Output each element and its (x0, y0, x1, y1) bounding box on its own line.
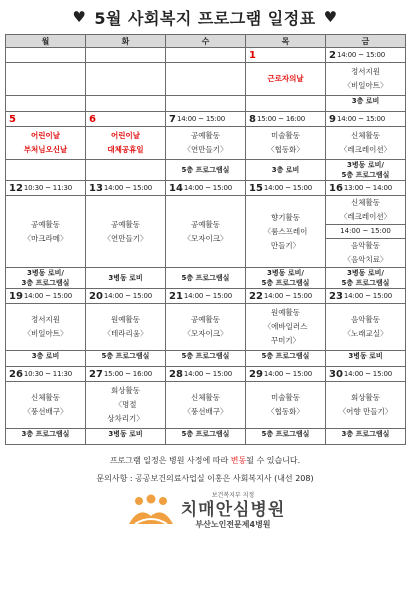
date-number: 14 (169, 182, 183, 194)
empty-cell (166, 48, 246, 63)
program-time: 14:00 ~ 15:00 (103, 292, 152, 300)
date-cell (6, 289, 86, 304)
holiday-cell (246, 63, 326, 96)
holiday-name: 근로자의날 (267, 74, 304, 83)
program-place: 5층 프로그램실 (261, 430, 310, 438)
activity-name: 정서지원 (351, 67, 380, 76)
program-place: 5층 프로그램실 (261, 279, 310, 287)
heart-icon: ♥ (323, 8, 338, 26)
notice-text: 될 수 있습니다. (246, 456, 301, 465)
hospital-logo (0, 492, 410, 530)
activity-cell (246, 196, 326, 268)
program-time: 14:00 ~ 15:00 (343, 370, 392, 378)
holiday-cell (86, 127, 166, 160)
program-time: 14:00 ~ 15:00 (263, 370, 312, 378)
date-number: 27 (89, 368, 103, 380)
logo-hospital-name: 치매안심병원 (180, 500, 286, 520)
activity-detail: 〈연만들기〉 (103, 233, 148, 243)
date-number: 15 (249, 182, 263, 194)
empty-cell (166, 63, 246, 96)
place-cell (166, 160, 246, 181)
program-time: 14:00 ~ 15:00 (183, 370, 232, 378)
weekday-wed: 수 (166, 35, 246, 48)
weekday-tue: 화 (86, 35, 166, 48)
date-cell (86, 367, 166, 382)
program-time: 15:00 ~ 16:00 (256, 115, 306, 123)
activity-detail: 〈비일아트〉 (343, 81, 388, 90)
activity-detail: 〈협동화〉 (267, 407, 304, 416)
place-cell (86, 429, 166, 445)
program-place: 3층 프로그램실 (21, 430, 70, 438)
week5-activity-row (6, 382, 406, 429)
contact-info: 문의사항 : 공공보건의료사업실 이홍은 사회복지사 (내선 208) (96, 474, 314, 483)
activity-cell (6, 304, 86, 351)
program-time: 14:00 ~ 15:00 (326, 224, 405, 238)
weekday-mon: 월 (6, 35, 86, 48)
empty-cell (86, 48, 166, 63)
activity-detail: 〈노래교실〉 (343, 329, 388, 338)
activity-cell (166, 196, 246, 268)
family-logo-icon (125, 494, 177, 528)
empty-cell (86, 96, 166, 112)
date-cell (6, 112, 86, 127)
date-number: 23 (329, 290, 343, 302)
date-number: 13 (89, 182, 103, 194)
date-number: 26 (9, 368, 23, 380)
week4-activity-row (6, 304, 406, 351)
program-place: 3층 로비 (351, 97, 380, 105)
program-place: 3병동 로비/ (267, 269, 304, 277)
place-cell (326, 351, 406, 367)
place-cell (326, 160, 406, 181)
week3-place-row (6, 268, 406, 289)
program-place: 5층 프로그램실 (261, 352, 310, 360)
activity-detail: 〈모자이크〉 (183, 329, 228, 338)
date-cell (246, 112, 326, 127)
weekday-fri: 금 (326, 35, 406, 48)
activity-detail: 〈레크레이션〉 (339, 145, 392, 154)
weekday-thu: 목 (246, 35, 326, 48)
date-cell (166, 289, 246, 304)
program-place: 3병동 로비/ (347, 269, 384, 277)
program-place: 3병동 로비 (108, 274, 143, 282)
activity-cell (166, 304, 246, 351)
empty-cell (6, 48, 86, 63)
program-place: 5층 프로그램실 (181, 430, 230, 438)
program-place: 3병동 로비 (108, 430, 143, 438)
place-cell (326, 268, 406, 289)
place-cell (6, 268, 86, 289)
program-place: 5층 프로그램실 (181, 166, 230, 174)
activity-detail: 〈어향 만들기〉 (338, 407, 393, 416)
activity-detail: 〈협동화〉 (267, 145, 304, 154)
activity-cell (326, 63, 406, 96)
activity-name: 미술활동 (271, 131, 300, 140)
place-cell (86, 268, 166, 289)
date-cell (6, 181, 86, 196)
program-place: 3층 프로그램실 (21, 279, 70, 287)
activity-detail: 〈에바일러스 (263, 322, 308, 331)
activity-detail: 꾸미기〉 (270, 336, 301, 345)
activity-detail: 상차리기〉 (107, 414, 144, 423)
week5-place-row (6, 429, 406, 445)
activity-name: 공예활동 (191, 315, 220, 324)
program-place: 3병동 로비 (348, 352, 383, 360)
activity-name: 신체활동 (351, 131, 380, 140)
week3-activity-row (6, 196, 406, 268)
activity-detail: 〈음악치료〉 (343, 255, 388, 264)
date-cell (246, 289, 326, 304)
program-place: 5층 프로그램실 (181, 274, 230, 282)
activity-detail: 〈레크레이션〉 (339, 212, 392, 221)
activity-cell (166, 127, 246, 160)
activity-cell (246, 304, 326, 351)
place-cell (6, 351, 86, 367)
date-number: 30 (329, 368, 343, 380)
empty-cell (86, 160, 166, 181)
program-place: 5층 프로그램실 (101, 352, 150, 360)
activity-detail: 〈마크라메〉 (23, 233, 68, 243)
activity-name: 음악활동 (351, 315, 380, 324)
week2-place-row (6, 160, 406, 181)
schedule-table (5, 34, 406, 445)
place-cell (166, 351, 246, 367)
program-place: 3층 로비 (31, 352, 60, 360)
activity-name: 신체활동 (191, 393, 220, 402)
place-cell (86, 351, 166, 367)
date-cell (166, 112, 246, 127)
date-number: 2 (329, 49, 336, 61)
program-time: 14:00 ~ 15:00 (343, 292, 392, 300)
program-time: 15:00 ~ 16:00 (103, 370, 152, 378)
date-number: 5 (9, 113, 16, 125)
program-time: 14:00 ~ 15:00 (103, 184, 152, 192)
activity-cell (166, 382, 246, 429)
program-time: 14:00 ~ 15:00 (23, 292, 72, 300)
date-cell (326, 181, 406, 196)
empty-cell (6, 96, 86, 112)
activity-name: 원예활동 (111, 315, 140, 324)
activity-cell (246, 127, 326, 160)
notice-highlight: 변동 (230, 456, 247, 465)
activity-name: 공예활동 (191, 219, 220, 229)
date-number: 1 (249, 49, 256, 61)
place-cell (246, 351, 326, 367)
activity-detail: 〈풍선배구〉 (23, 407, 68, 416)
date-number: 22 (249, 290, 263, 302)
activity-name: 정서지원 (31, 315, 60, 324)
activity-name: 음악활동 (351, 241, 380, 250)
date-number: 21 (169, 290, 183, 302)
activity-name: 신체활동 (31, 393, 60, 402)
date-cell (326, 367, 406, 382)
holiday-cell (6, 127, 86, 160)
date-cell (86, 112, 166, 127)
place-cell (246, 429, 326, 445)
holiday-name: 어린이날 (111, 131, 140, 140)
date-cell (246, 367, 326, 382)
activity-detail: 〈풍선배구〉 (183, 407, 228, 416)
date-number: 6 (89, 113, 96, 125)
activity-name: 회상활동 (351, 393, 380, 402)
program-place: 5층 프로그램실 (341, 171, 390, 179)
heart-icon: ♥ (72, 8, 87, 26)
week4-date-row (6, 289, 406, 304)
empty-cell (166, 96, 246, 112)
holiday-name: 어린이날 (31, 131, 60, 140)
week1-activity-row (6, 63, 406, 96)
activity-cell (86, 304, 166, 351)
week2-activity-row (6, 127, 406, 160)
activity-name: 원예활동 (271, 308, 300, 317)
activity-cell (86, 196, 166, 268)
activity-name: 미술활동 (271, 393, 300, 402)
place-cell (326, 96, 406, 112)
activity-cell (6, 382, 86, 429)
empty-cell (86, 63, 166, 96)
program-time: 10:30 ~ 11:30 (23, 370, 72, 378)
date-number: 9 (329, 113, 336, 125)
program-place: 3층 프로그램실 (341, 430, 390, 438)
week5-date-row (6, 367, 406, 382)
place-cell (246, 160, 326, 181)
program-time: 14:00 ~ 15:00 (336, 51, 386, 59)
activity-detail: 〈비일아트〉 (23, 329, 68, 338)
program-place: 5층 프로그램실 (341, 279, 390, 287)
date-cell (86, 181, 166, 196)
week2-date-row (6, 112, 406, 127)
holiday-name: 대체공휴일 (107, 145, 144, 154)
activity-detail: 〈룸스프레이 (263, 226, 308, 236)
date-number: 29 (249, 368, 263, 380)
program-place: 5층 프로그램실 (181, 352, 230, 360)
date-cell (166, 367, 246, 382)
activity-detail: 〈명절 (114, 400, 137, 409)
program-place: 3층 로비 (271, 166, 300, 174)
week1-place-row (6, 96, 406, 112)
logo-designation: 보건복지부 지정 (211, 492, 255, 499)
program-time: 14:00 ~ 15:00 (183, 184, 232, 192)
date-number: 16 (329, 182, 343, 194)
activity-cell (326, 196, 406, 268)
activity-name: 회상활동 (111, 386, 140, 395)
activity-cell (6, 196, 86, 268)
week4-place-row (6, 351, 406, 367)
activity-cell (246, 382, 326, 429)
date-cell (326, 289, 406, 304)
schedule-notice (0, 453, 410, 468)
date-cell (326, 112, 406, 127)
activity-name: 공예활동 (191, 131, 220, 140)
activity-cell (326, 304, 406, 351)
date-cell (166, 181, 246, 196)
holiday-name: 부처님오신날 (23, 145, 68, 154)
program-place: 3병동 로비/ (27, 269, 64, 277)
program-time: 14:00 ~ 15:00 (263, 292, 312, 300)
week3-date-row (6, 181, 406, 196)
date-number: 12 (9, 182, 23, 194)
week1-date-row (6, 48, 406, 63)
logo-hospital-sub: 부산노인전문제4병원 (195, 520, 271, 529)
activity-detail: 〈테라리움〉 (103, 329, 148, 338)
page-title (0, 0, 410, 34)
date-number: 28 (169, 368, 183, 380)
place-cell (6, 429, 86, 445)
date-cell (246, 48, 326, 63)
empty-cell (6, 160, 86, 181)
date-cell (86, 289, 166, 304)
place-cell (326, 429, 406, 445)
activity-name: 신체활동 (351, 198, 380, 207)
date-cell (326, 48, 406, 63)
program-time: 10:30 ~ 11:30 (23, 184, 72, 192)
activity-detail: 〈모자이크〉 (183, 233, 228, 243)
program-place: 3병동 로비/ (347, 161, 384, 169)
date-number: 19 (9, 290, 23, 302)
activity-cell (86, 382, 166, 429)
program-time: 14:00 ~ 15:00 (176, 115, 226, 123)
program-time: 13:00 ~ 14:00 (343, 184, 392, 192)
program-time: 14:00 ~ 15:00 (336, 115, 386, 123)
activity-detail: 〈연만들기〉 (183, 145, 228, 154)
place-cell (166, 268, 246, 289)
activity-detail: 만들기〉 (270, 240, 301, 250)
date-number: 8 (249, 113, 256, 125)
empty-cell (246, 96, 326, 112)
program-time: 14:00 ~ 15:00 (263, 184, 312, 192)
weekday-header (6, 35, 406, 48)
date-cell (246, 181, 326, 196)
notice-text: 프로그램 일정은 병원 사정에 따라 (109, 456, 231, 465)
activity-name: 공예활동 (31, 219, 60, 229)
date-number: 7 (169, 113, 176, 125)
place-cell (166, 429, 246, 445)
program-time: 14:00 ~ 15:00 (183, 292, 232, 300)
date-cell (6, 367, 86, 382)
place-cell (246, 268, 326, 289)
date-number: 20 (89, 290, 103, 302)
activity-cell (326, 127, 406, 160)
activity-cell (326, 382, 406, 429)
activity-name: 향기활동 (271, 212, 300, 222)
activity-name: 공예활동 (111, 219, 140, 229)
empty-cell (6, 63, 86, 96)
title-text: 5월 사회복지 프로그램 일정표 (94, 8, 316, 28)
